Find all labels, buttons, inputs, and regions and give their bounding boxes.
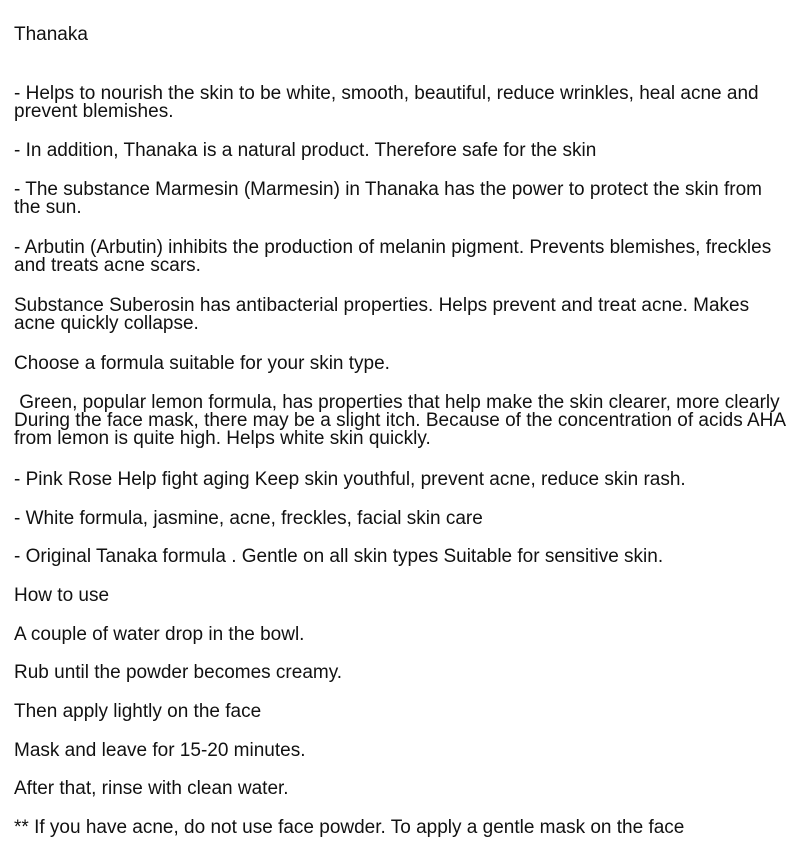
paragraph-pink-rose-formula: - Pink Rose Help fight aging Keep skin youthful, prevent acne, reduce skin rash. [14, 469, 686, 490]
step-rinse: After that, rinse with clean water. [14, 778, 289, 799]
paragraph-white-formula: - White formula, jasmine, acne, freckles, facial skin care [14, 508, 483, 529]
section-heading-how-to-use: How to use [14, 585, 110, 606]
step-apply-face: Then apply lightly on the face [14, 701, 262, 722]
acne-warning-note: ** If you have acne, do not use face powder. To apply a gentle mask on the face [14, 817, 685, 838]
step-water-drop: A couple of water drop in the bowl. [14, 624, 305, 645]
paragraph-natural-product: - In addition, Thanaka is a natural product. Therefore safe for the skin [14, 140, 597, 161]
paragraph-arbutin: - Arbutin (Arbutin) inhibits the production of melanin pigment. Prevents blemishes, freckles and treats acne scars. [14, 237, 772, 276]
document-title: Thanaka [14, 24, 88, 45]
step-mask-leave: Mask and leave for 15-20 minutes. [14, 740, 306, 761]
paragraph-choose-formula: Choose a formula suitable for your skin type. [14, 353, 390, 374]
paragraph-green-lemon-formula: Green, popular lemon formula, has properties that help make the skin clearer, more clearly During the face mask, there may be a slight itch. Because of the concentration of acids AHA from lemon is quite high. Helps white skin quickly. [14, 392, 785, 449]
paragraph-marmesin: - The substance Marmesin (Marmesin) in Thanaka has the power to protect the skin from the sun. [14, 179, 763, 218]
paragraph-original-formula: - Original Tanaka formula . Gentle on all skin types Suitable for sensitive skin. [14, 546, 664, 567]
paragraph-suberosin: Substance Suberosin has antibacterial properties. Helps prevent and treat acne. Makes acne quickly collapse. [14, 295, 750, 334]
step-rub-powder: Rub until the powder becomes creamy. [14, 662, 343, 683]
paragraph-benefits: - Helps to nourish the skin to be white, smooth, beautiful, reduce wrinkles, heal acne and prevent blemishes. [14, 83, 759, 122]
